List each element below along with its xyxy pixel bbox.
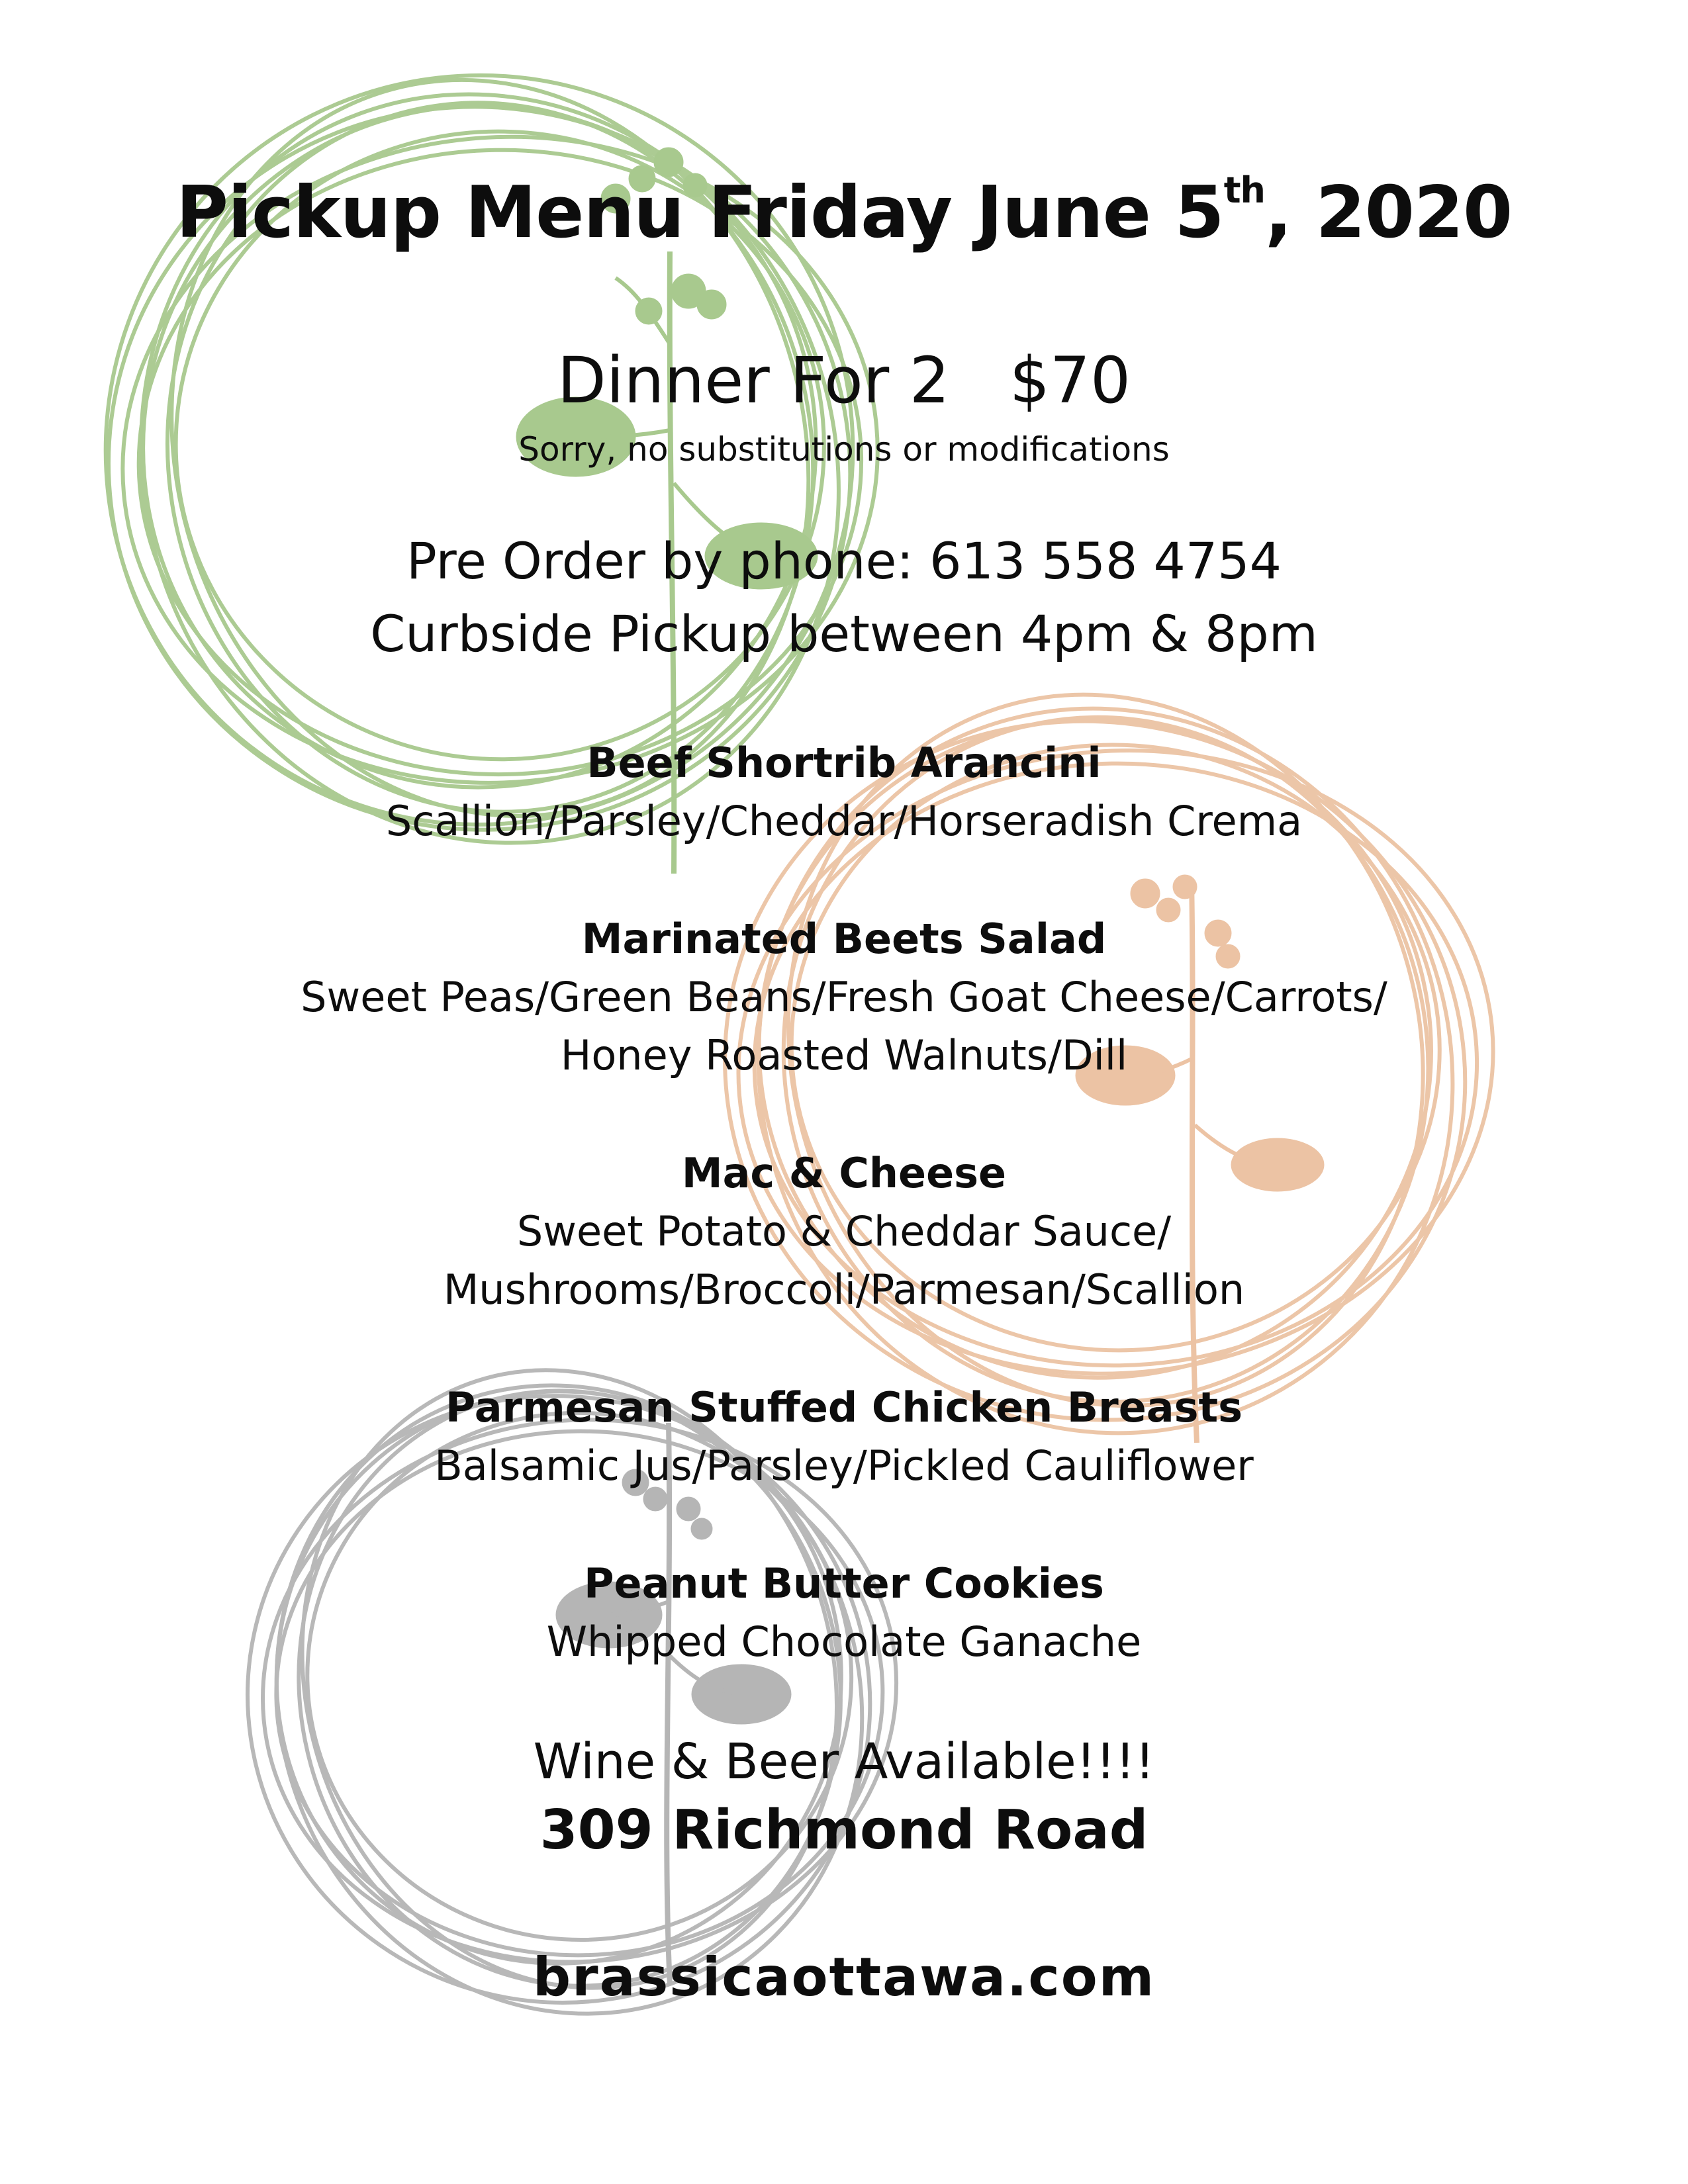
curbside-pickup-hours: Curbside Pickup between 4pm & 8pm	[370, 604, 1318, 663]
restaurant-address: 309 Richmond Road	[539, 1799, 1149, 1862]
dish-name: Mac & Cheese	[681, 1149, 1007, 1197]
dinner-price: $70	[1009, 343, 1131, 418]
title-year: , 2020	[1264, 171, 1513, 254]
dish-name: Peanut Butter Cookies	[584, 1559, 1104, 1608]
dinner-note: Sorry, no substitutions or modifications	[518, 430, 1170, 469]
title-superscript: th	[1223, 169, 1265, 211]
dish-name: Parmesan Stuffed Chicken Breasts	[445, 1383, 1243, 1432]
dish-name: Marinated Beets Salad	[581, 915, 1107, 963]
preorder-phone: Pre Order by phone: 613 558 4754	[406, 531, 1282, 590]
dinner-label: Dinner For 2	[557, 343, 950, 418]
dish-description: Sweet Potato & Cheddar Sauce/	[516, 1207, 1172, 1255]
wine-beer-notice: Wine & Beer Available!!!!	[533, 1733, 1155, 1790]
dish-description: Scallion/Parsley/Cheddar/Horseradish Crema	[385, 797, 1303, 845]
title-main: Pickup Menu Friday June 5	[175, 171, 1224, 254]
website-link[interactable]: brassicaottawa.com	[532, 1946, 1156, 2008]
page-title	[0, 169, 1688, 254]
dish-description: Sweet Peas/Green Beans/Fresh Goat Cheese/Carrots/	[301, 973, 1387, 1021]
dish-description: Whipped Chocolate Ganache	[546, 1617, 1142, 1666]
dish-description: Balsamic Jus/Parsley/Pickled Cauliflower	[434, 1441, 1254, 1490]
dish-description: Mushrooms/Broccoli/Parmesan/Scallion	[443, 1265, 1245, 1314]
dinner-offer	[0, 343, 1688, 418]
dish-description: Honey Roasted Walnuts/Dill	[560, 1031, 1128, 1079]
dish-name: Beef Shortrib Arancini	[586, 739, 1102, 787]
